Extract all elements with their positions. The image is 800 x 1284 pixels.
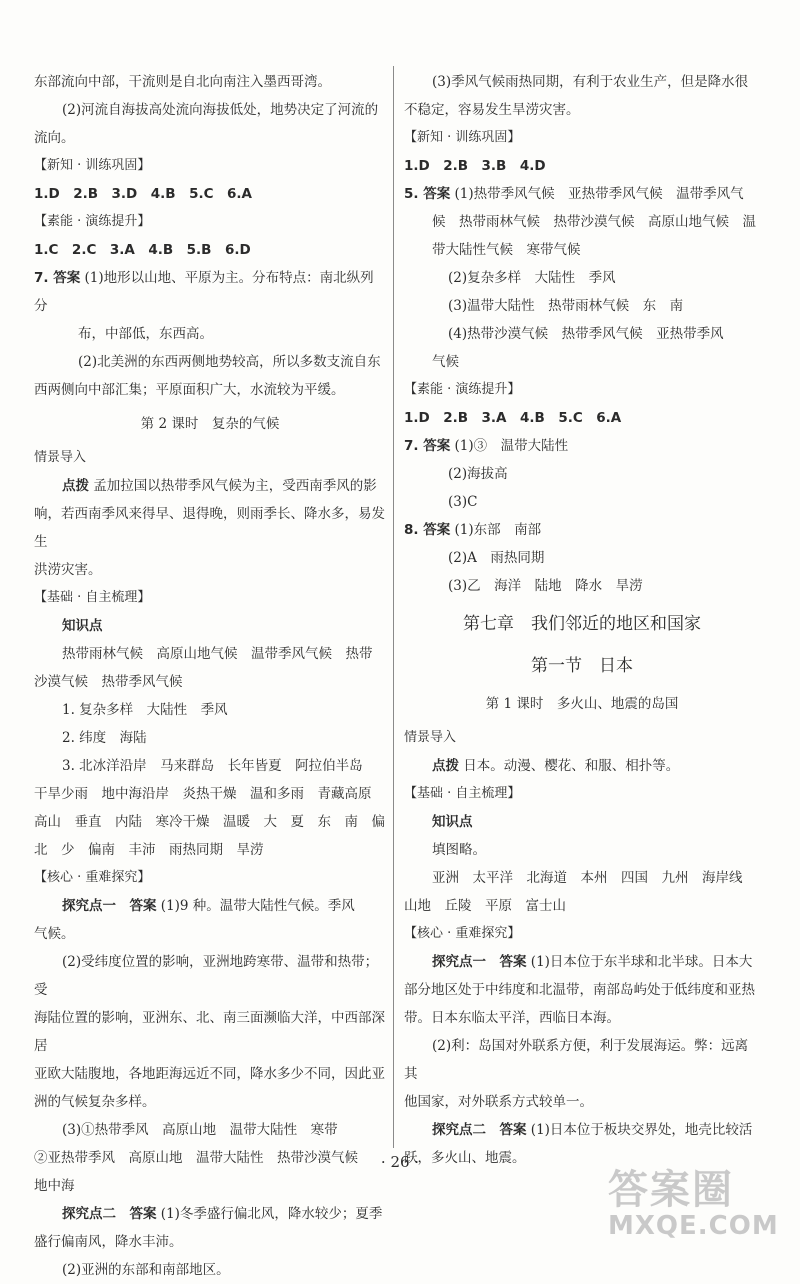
watermark-logo xyxy=(608,1168,778,1240)
text-line: (2)北美洲的东西两侧地势较高，所以多数支流自东 xyxy=(78,354,381,370)
explore-block xyxy=(34,892,386,920)
hint-label: 点拨 xyxy=(432,758,459,774)
chapter-title: 第七章 我们邻近的地区和国家 xyxy=(463,614,701,634)
hint-text: 日本。动漫、樱花、和服、相扑等。 xyxy=(463,758,680,774)
lesson-title: 第 1 课时 多火山、地震的岛国 xyxy=(485,696,679,712)
text-line: 东部流向中部，干流则是自北向南注入墨西哥湾。 xyxy=(34,74,331,90)
explore-text: (1)冬季盛行偏北风，降水较少；夏季 xyxy=(160,1206,383,1222)
answer-list: 1.D 2.B 3.D 4.B 5.C 6.A xyxy=(34,186,252,202)
hint-label: 点拨 xyxy=(62,478,89,494)
watermark-site-text: MXQE.COM xyxy=(608,1211,779,1241)
text-line: (2)A 雨热同期 xyxy=(448,550,545,566)
text-line: (2)海拔高 xyxy=(448,466,508,482)
section-header-hexin: 【核心 · 重难探究】 xyxy=(34,870,151,885)
section-header-jichu: 【基础 · 自主梳理】 xyxy=(34,590,151,605)
text-line: 北 少 偏南 丰沛 雨热同期 旱涝 xyxy=(34,842,264,858)
hint-text: 孟加拉国以热带季风气候为主，受西南季风的影 xyxy=(93,478,377,494)
text-line: (2)河流自海拔高处流向海拔低处，地势决定了河流的 xyxy=(62,102,379,118)
text-line: 他国家，对外联系方式较单一。 xyxy=(404,1094,593,1110)
answer-list: 1.D 2.B 3.B 4.D xyxy=(404,158,546,174)
explore-block xyxy=(404,1116,760,1144)
text-line: 热带雨林气候 高原山地气候 温带季风气候 热带 xyxy=(62,646,373,662)
text-line: 1. 复杂多样 大陆性 季风 xyxy=(62,702,228,718)
text-line: (3)C xyxy=(448,494,478,510)
answer-label: 7. 答案 xyxy=(404,438,451,454)
explore-label: 探究点二 答案 xyxy=(432,1122,527,1138)
text-line: 带。日本东临太平洋，西临日本海。 xyxy=(404,1010,620,1026)
right-column xyxy=(404,68,760,1172)
text-line: 填图略。 xyxy=(432,842,486,858)
answer-block xyxy=(404,432,760,460)
text-line: 高山 垂直 内陆 寒冷干燥 温暖 大 夏 东 南 偏 xyxy=(34,814,385,830)
answer-block xyxy=(404,516,760,544)
intro-heading: 情景导入 xyxy=(404,730,457,745)
answer-label: 7. 答案 xyxy=(34,270,81,286)
explore-block xyxy=(404,948,760,976)
text-line: (3)①热带季风 高原山地 温带大陆性 寒带 xyxy=(62,1122,338,1138)
text-line: 不稳定，容易发生旱涝灾害。 xyxy=(404,102,580,118)
section-header-xinzhi: 【新知 · 训练巩固】 xyxy=(404,130,521,145)
answer-text: (1)地形以山地、平原为主。分布特点：南北纵列分 xyxy=(34,270,374,314)
text-line: 西两侧向中部汇集；平原面积广大，水流较为平缓。 xyxy=(34,382,345,398)
text-line: 响，若西南季风来得早、退得晚，则雨季长、降水多，易发生 xyxy=(34,506,385,550)
text-line: 地中海 xyxy=(34,1178,75,1194)
answer-text: (1)热带季风气候 亚热带季风气候 温带季风气 xyxy=(454,186,744,202)
text-line: 气候 xyxy=(432,354,459,370)
text-line: (3)季风气候雨热同期，有利于农业生产，但是降水很 xyxy=(432,74,749,90)
text-line: 候 热带雨林气候 热带沙漠气候 高原山地气候 温 xyxy=(432,214,756,230)
explore-label: 探究点一 答案 xyxy=(62,898,157,914)
text-line: 盛行偏南风，降水丰沛。 xyxy=(34,1234,183,1250)
text-line: 洪涝灾害。 xyxy=(34,562,102,578)
answer-text: (1)③ 温带大陆性 xyxy=(454,438,569,454)
answer-list: 1.D 2.B 3.A 4.B 5.C 6.A xyxy=(404,410,622,426)
text-line: 部分地区处于中纬度和北温带，南部岛屿处于低纬度和亚热 xyxy=(404,982,755,998)
text-line: 海陆位置的影响，亚洲东、北、南三面濒临大洋，中西部深居 xyxy=(34,1010,385,1054)
section-title: 第一节 日本 xyxy=(531,656,633,676)
text-line: 亚洲 太平洋 北海道 本州 四国 九州 海岸线 xyxy=(432,870,743,886)
explore-text: (1)日本位于东半球和北半球。日本大 xyxy=(530,954,753,970)
answer-block xyxy=(404,180,760,208)
page-number: · 26 · xyxy=(380,1153,420,1171)
left-column xyxy=(34,68,386,1284)
text-line: 气候。 xyxy=(34,926,75,942)
text-line: (4)热带沙漠气候 热带季风气候 亚热带季风 xyxy=(448,326,724,342)
intro-heading: 情景导入 xyxy=(34,450,87,465)
answer-list: 1.C 2.C 3.A 4.B 5.B 6.D xyxy=(34,242,251,258)
explore-block xyxy=(34,1200,386,1228)
knowledge-heading: 知识点 xyxy=(432,814,473,830)
explore-text: (1)9 种。温带大陆性气候。季风 xyxy=(160,898,355,914)
explore-label: 探究点二 答案 xyxy=(62,1206,157,1222)
text-line: 干旱少雨 地中海沿岸 炎热干燥 温和多雨 青藏高原 xyxy=(34,786,372,802)
text-line: ②亚热带季风 高原山地 温带大陆性 热带沙漠气候 xyxy=(34,1150,358,1166)
section-header-suneng: 【素能 · 演练提升】 xyxy=(34,214,151,229)
knowledge-heading: 知识点 xyxy=(62,618,103,634)
text-line: 洲的气候复杂多样。 xyxy=(34,1094,156,1110)
text-line: 布，中部低，东西高。 xyxy=(78,326,213,342)
column-divider xyxy=(393,66,394,1148)
text-line: 流向。 xyxy=(34,130,75,146)
text-line: (2)亚洲的东部和南部地区。 xyxy=(62,1262,230,1278)
text-line: 沙漠气候 热带季风气候 xyxy=(34,674,183,690)
section-header-xinzhi: 【新知 · 训练巩固】 xyxy=(34,158,151,173)
text-line: (2)受纬度位置的影响，亚洲地跨寒带、温带和热带；受 xyxy=(34,954,379,998)
text-line: (2)复杂多样 大陆性 季风 xyxy=(448,270,616,286)
answer-label: 8. 答案 xyxy=(404,522,451,538)
hint-block xyxy=(34,472,386,500)
explore-text: (1)日本位于板块交界处，地壳比较活 xyxy=(530,1122,753,1138)
explore-label: 探究点一 答案 xyxy=(432,954,527,970)
text-line: 2. 纬度 海陆 xyxy=(62,730,147,746)
section-header-suneng: 【素能 · 演练提升】 xyxy=(404,382,521,397)
text-line: 山地 丘陵 平原 富士山 xyxy=(404,898,566,914)
watermark-logo-text: 答案圈 xyxy=(608,1167,734,1213)
text-line: 跃，多火山、地震。 xyxy=(404,1150,526,1166)
text-line: 带大陆性气候 寒带气候 xyxy=(432,242,581,258)
answer-label: 5. 答案 xyxy=(404,186,451,202)
answer-text: (1)东部 南部 xyxy=(454,522,542,538)
section-header-jichu: 【基础 · 自主梳理】 xyxy=(404,786,521,801)
hint-block xyxy=(404,752,760,780)
text-line: 3. 北冰洋沿岸 马来群岛 长年皆夏 阿拉伯半岛 xyxy=(62,758,363,774)
text-line: (2)利：岛国对外联系方便，利于发展海运。弊：远离其 xyxy=(404,1038,749,1082)
lesson-title: 第 2 课时 复杂的气候 xyxy=(140,416,280,432)
section-header-hexin: 【核心 · 重难探究】 xyxy=(404,926,521,941)
text-line: (3)温带大陆性 热带雨林气候 东 南 xyxy=(448,298,684,314)
answer-block xyxy=(34,264,386,320)
text-line: 亚欧大陆腹地，各地距海远近不同，降水多少不同，因此亚 xyxy=(34,1066,385,1082)
text-line: (3)乙 海洋 陆地 降水 旱涝 xyxy=(448,578,643,594)
